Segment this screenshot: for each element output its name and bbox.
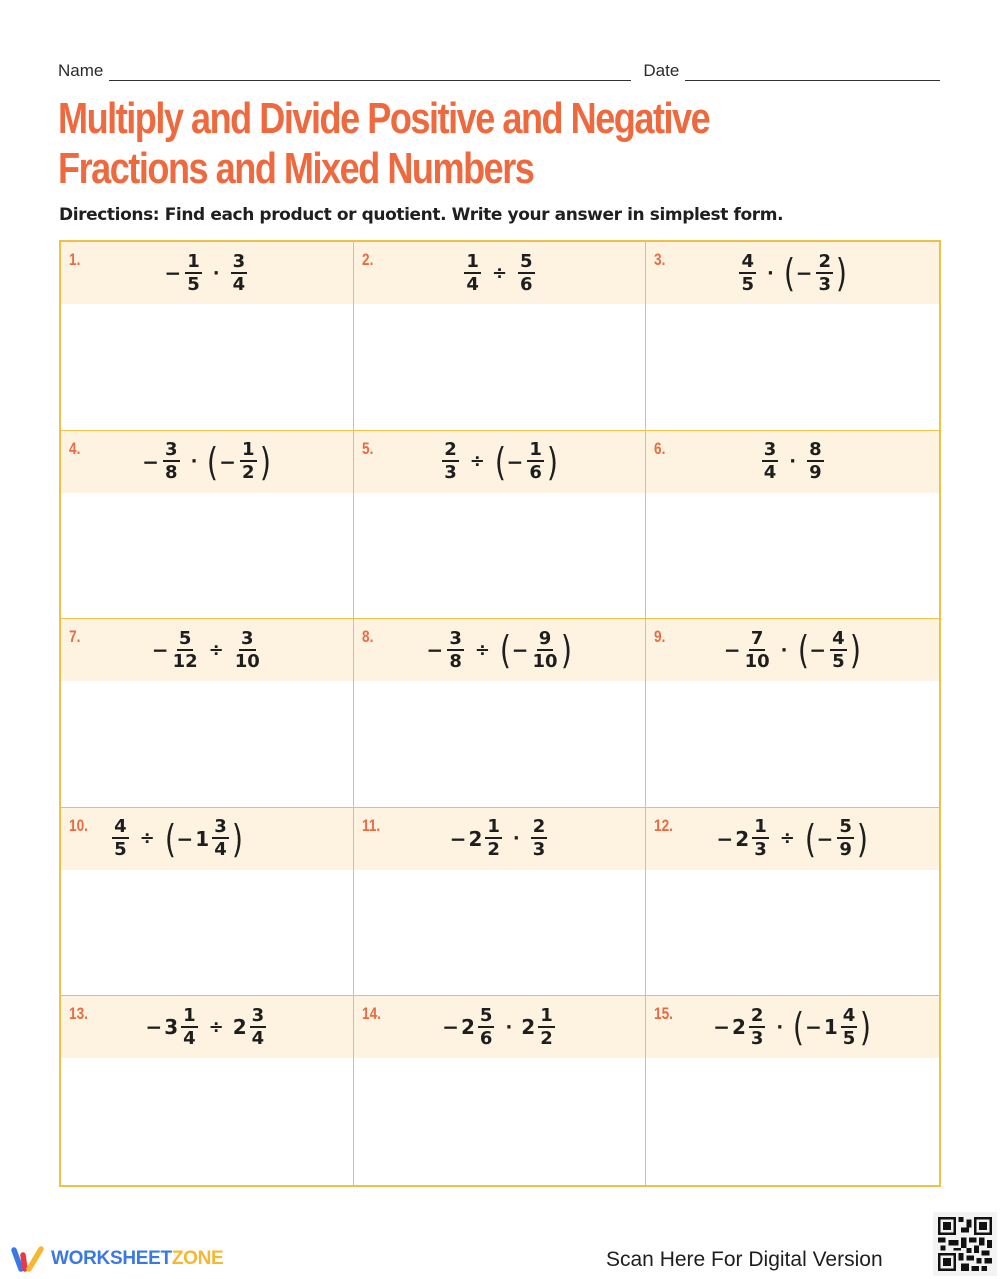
name-date-row	[58, 57, 940, 81]
divide-operator: ÷	[491, 262, 508, 284]
fraction: $\frac{8}{9}$	[809, 439, 822, 484]
problem-expression: − $\frac{3}{8}$ · ( − $\frac{1}{2}$ )	[142, 439, 271, 484]
whole-number: 2	[735, 826, 750, 851]
problem-cell[interactable]	[646, 431, 939, 620]
fraction: $\frac{3}{4}$	[232, 250, 246, 295]
fraction: $\frac{2}{3}$	[444, 439, 457, 484]
fraction: $\frac{4}{5}$	[114, 816, 127, 861]
multiply-operator: ·	[512, 828, 520, 850]
fraction: $\frac{3}{8}$	[449, 627, 462, 672]
name-label: Name	[58, 61, 104, 80]
problem-cell[interactable]	[61, 431, 354, 620]
worksheetzone-logo[interactable]	[10, 1245, 223, 1273]
fraction: $\frac{3}{4}$	[763, 439, 777, 484]
problem-expression: $\frac{4}{5}$ · ( − $\frac{2}{3}$ )	[741, 250, 847, 295]
problem-expression	[354, 247, 646, 299]
multiply-operator: ·	[190, 451, 198, 473]
multiply-operator: ·	[505, 1016, 513, 1038]
problem-cell[interactable]	[61, 996, 354, 1185]
fraction: $\frac{2}{3}$	[532, 816, 546, 861]
fraction: $\frac{1}{4}$	[466, 250, 479, 295]
problem-expression: − 2 $\frac{1}{2}$ · $\frac{2}{3}$	[449, 816, 546, 861]
problem-expression: − 3 $\frac{1}{4}$ ÷ 2 $\frac{3}{4}$	[145, 1004, 265, 1049]
date-field-line[interactable]	[685, 63, 940, 81]
title-line-1: Multiply and Divide Positive and Negative	[58, 94, 710, 143]
divide-operator: ÷	[208, 639, 224, 661]
fraction: $\frac{1}{6}$	[529, 439, 542, 484]
problem-expression: − $\frac{7}{10}$ · ( − $\frac{4}{5}$ )	[723, 627, 861, 673]
whole-number: 2	[232, 1015, 247, 1040]
whole-number: 1	[823, 1015, 838, 1040]
problem-number: 3.	[654, 250, 666, 269]
problem-cell[interactable]	[646, 242, 939, 431]
logo-wordmark: WORKSHEETZONE	[51, 1248, 224, 1269]
multiply-operator: ·	[212, 262, 220, 284]
qr-code-icon[interactable]	[933, 1212, 997, 1276]
whole-number: 3	[164, 1015, 179, 1040]
problem-cell[interactable]	[646, 996, 939, 1185]
problem-cell[interactable]	[61, 808, 354, 997]
problem-expression: − 2 $\frac{1}{3}$ ÷ ( − $\frac{5}{9}$ )	[716, 816, 868, 861]
problem-number: 7.	[69, 627, 81, 647]
worksheet-title	[58, 94, 796, 194]
fraction: $\frac{1}{4}$	[183, 1004, 196, 1049]
fraction: $\frac{9}{10}$	[532, 627, 558, 672]
problem-number: 13.	[69, 1004, 88, 1024]
problem-number: 11.	[361, 815, 380, 835]
fraction: $\frac{5}{9}$	[839, 816, 852, 861]
whole-number: 2	[461, 1015, 475, 1040]
fraction: $\frac{4}{5}$	[842, 1004, 856, 1049]
problem-cell[interactable]	[646, 808, 939, 997]
whole-number: 1	[195, 826, 210, 851]
fraction: $\frac{2}{3}$	[818, 250, 831, 295]
fraction: $\frac{4}{5}$	[741, 250, 755, 295]
problem-number: 4.	[69, 438, 81, 458]
fraction: $\frac{1}{2}$	[242, 439, 255, 484]
problem-number: 14.	[361, 1004, 381, 1024]
problem-cell[interactable]	[354, 808, 647, 997]
name-field-line[interactable]	[109, 63, 631, 81]
fraction: $\frac{3}{10}$	[234, 627, 260, 672]
divide-operator: ÷	[779, 828, 795, 850]
problem-expression: − $\frac{1}{5}$ · $\frac{3}{4}$	[164, 250, 246, 295]
problem-expression: − $\frac{5}{12}$ ÷ $\frac{3}{10}$	[151, 627, 260, 672]
fraction: $\frac{3}{8}$	[165, 439, 178, 484]
multiply-operator: ·	[767, 262, 774, 284]
fraction: $\frac{5}{12}$	[172, 627, 198, 672]
date-label: Date	[643, 61, 680, 80]
problem-number: 2.	[361, 250, 374, 269]
scan-text: Scan Here For Digital Version	[606, 1248, 883, 1271]
problem-cell[interactable]	[61, 242, 354, 431]
divide-operator: ÷	[208, 1016, 224, 1038]
fraction: $\frac{7}{10}$	[744, 627, 770, 672]
divide-operator: ÷	[139, 828, 155, 850]
problem-grid	[59, 240, 941, 1187]
multiply-operator: ·	[789, 451, 797, 473]
problem-cell[interactable]	[354, 242, 647, 431]
divide-operator: ÷	[474, 639, 490, 661]
problem-cell[interactable]	[61, 619, 354, 808]
problem-expression: $\frac{2}{3}$ ÷ ( − $\frac{1}{6}$ )	[444, 439, 558, 484]
fraction: $\frac{3}{4}$	[214, 816, 227, 861]
worksheetzone-logo-icon	[10, 1245, 46, 1273]
fraction: $\frac{5}{6}$	[479, 1004, 493, 1049]
problem-number: 10.	[69, 815, 88, 835]
divide-operator: ÷	[469, 451, 485, 473]
problem-cell[interactable]	[354, 996, 647, 1185]
fraction: $\frac{2}{3}$	[750, 1004, 764, 1049]
whole-number: 2	[731, 1015, 746, 1040]
whole-number: 2	[468, 826, 483, 851]
problem-number: 1.	[69, 250, 81, 269]
problem-expression: − 2 $\frac{2}{3}$ · ( − 1 $\frac{4}{5}$ )	[713, 1004, 872, 1050]
problem-expression	[646, 436, 939, 488]
fraction: $\frac{1}{2}$	[487, 816, 500, 861]
problem-expression: $\frac{4}{5}$ ÷ ( − 1 $\frac{3}{4}$ )	[114, 816, 243, 861]
directions-text: Directions: Find each product or quotient. Write your answer in simplest form.	[59, 205, 784, 225]
problem-number: 8.	[361, 627, 374, 647]
problem-cell[interactable]	[354, 431, 647, 620]
title-line-2: Fractions and Mixed Numbers	[58, 144, 534, 193]
problem-number: 6.	[654, 438, 666, 458]
fraction: $\frac{3}{4}$	[251, 1004, 265, 1049]
problem-cell[interactable]	[646, 619, 939, 808]
multiply-operator: ·	[776, 1016, 784, 1038]
fraction: $\frac{1}{2}$	[540, 1004, 553, 1049]
whole-number: 2	[521, 1015, 536, 1040]
problem-number: 5.	[361, 438, 374, 458]
problem-number: 9.	[654, 627, 666, 647]
problem-expression: − 2 $\frac{5}{6}$ · 2 $\frac{1}{2}$	[442, 1004, 553, 1049]
fraction: $\frac{1}{3}$	[754, 816, 767, 861]
problem-expression: − $\frac{3}{8}$ ÷ ( − $\frac{9}{10}$ )	[426, 627, 572, 673]
problem-number: 12.	[654, 815, 674, 835]
problem-number: 15.	[654, 1004, 674, 1024]
fraction: $\frac{1}{5}$	[187, 250, 200, 295]
problem-cell[interactable]	[354, 619, 647, 808]
fraction: $\frac{4}{5}$	[832, 627, 845, 672]
fraction: $\frac{5}{6}$	[520, 250, 533, 295]
multiply-operator: ·	[780, 639, 788, 661]
